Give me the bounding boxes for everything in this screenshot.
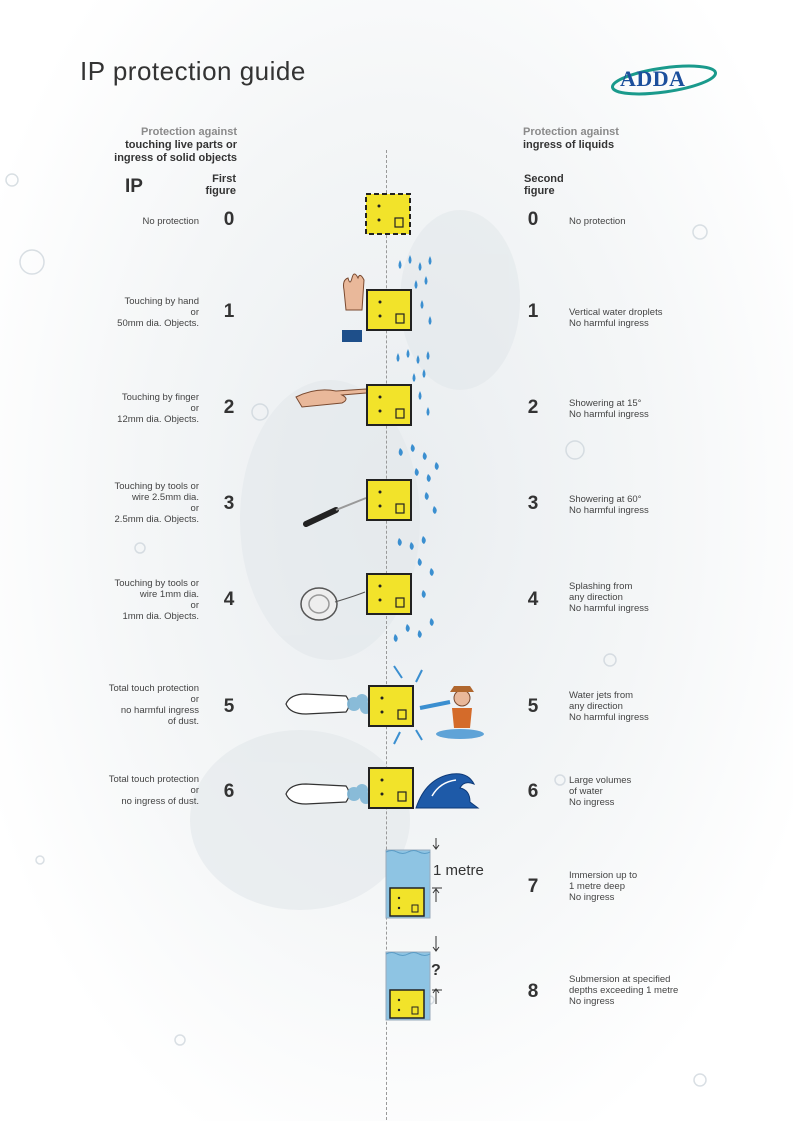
second-desc-1 — [569, 307, 739, 329]
second-num-0: 0 — [527, 209, 539, 230]
desc-line: wire 2.5mm dia. — [131, 492, 199, 503]
adda-logo — [608, 60, 718, 104]
desc-line: No protection — [142, 216, 199, 227]
desc-line: No ingress — [569, 996, 615, 1007]
second-desc-5 — [569, 690, 739, 723]
desc-line: Vertical water droplets — [569, 307, 663, 318]
header-left-line3: ingress of solid objects — [114, 152, 237, 164]
desc-line: 12mm dia. Objects. — [117, 414, 199, 425]
desc-line: No harmful ingress — [569, 409, 649, 420]
desc-line: Touching by tools or — [114, 481, 199, 492]
second-num-2: 2 — [527, 397, 539, 418]
wire-reel-and-splash-icon — [295, 532, 455, 652]
desc-line: or — [190, 503, 199, 514]
screwdriver-and-shower-icon — [300, 440, 450, 540]
header-left-line2: touching live parts or — [125, 139, 237, 151]
desc-line: depths exceeding 1 metre — [569, 985, 679, 996]
first-desc-6 — [29, 774, 199, 807]
desc-line: Large volumes — [569, 775, 632, 786]
first-desc-0 — [29, 216, 199, 227]
second-num-1: 1 — [527, 301, 539, 322]
second-num-7: 7 — [527, 876, 539, 897]
header-left-line1: Protection against — [141, 126, 237, 138]
desc-line: or — [190, 600, 199, 611]
desc-line: or — [190, 785, 199, 796]
second-num-5: 5 — [527, 696, 539, 717]
second-desc-0 — [569, 216, 739, 227]
first-num-3: 3 — [223, 493, 235, 514]
desc-line: Showering at 15° — [569, 398, 642, 409]
first-num-6: 6 — [223, 781, 235, 802]
first-figure-line2: figure — [205, 185, 236, 197]
desc-line: No harmful ingress — [569, 712, 649, 723]
first-desc-4 — [29, 578, 199, 622]
desc-line: no ingress of dust. — [121, 796, 199, 807]
desc-line: or — [190, 307, 199, 318]
second-desc-8 — [569, 974, 739, 1007]
desc-line: 2.5mm dia. Objects. — [114, 514, 199, 525]
desc-line: No ingress — [569, 892, 615, 903]
first-num-4: 4 — [223, 589, 235, 610]
first-desc-2 — [29, 392, 199, 425]
desc-line: Immersion up to — [569, 870, 638, 881]
hand-and-droplets-icon — [330, 250, 450, 350]
desc-line: Total touch protection — [108, 683, 199, 694]
dust-and-water-jet-icon — [282, 660, 492, 750]
second-figure-line1: Second — [524, 173, 564, 185]
second-desc-3 — [569, 494, 739, 516]
desc-line: or — [190, 403, 199, 414]
desc-line: No protection — [569, 216, 626, 227]
second-desc-2 — [569, 398, 739, 420]
enclosure-icon — [360, 192, 420, 238]
second-figure-label — [524, 173, 564, 197]
desc-line: No harmful ingress — [569, 505, 649, 516]
second-num-3: 3 — [527, 493, 539, 514]
desc-line: 50mm dia. Objects. — [117, 318, 199, 329]
first-desc-3 — [29, 481, 199, 525]
first-desc-1 — [29, 296, 199, 329]
desc-line: of water — [569, 786, 603, 797]
desc-line: No ingress — [569, 797, 615, 808]
second-num-8: 8 — [527, 981, 539, 1002]
desc-line: Water jets from — [569, 690, 634, 701]
desc-line: No harmful ingress — [569, 318, 649, 329]
desc-line: Showering at 60° — [569, 494, 642, 505]
desc-line: Touching by hand — [124, 296, 199, 307]
page-title: IP protection guide — [80, 56, 306, 86]
first-figure-label — [205, 173, 236, 197]
second-desc-7 — [569, 870, 739, 903]
desc-line: Total touch protection — [108, 774, 199, 785]
dust-and-wave-icon — [282, 760, 492, 820]
desc-line: wire 1mm dia. — [139, 589, 199, 600]
header-right-line1: Protection against — [523, 126, 619, 138]
second-figure-line2: figure — [524, 185, 555, 197]
second-desc-4 — [569, 581, 739, 614]
first-num-2: 2 — [223, 397, 235, 418]
header-left — [37, 126, 237, 165]
first-num-0: 0 — [223, 209, 235, 230]
first-num-5: 5 — [223, 696, 235, 717]
first-figure-line1: First — [212, 173, 236, 185]
desc-line: or — [190, 694, 199, 705]
immersion-depth-label: 1 metre — [433, 862, 484, 879]
desc-line: any direction — [569, 701, 623, 712]
logo-text: ADDA — [620, 66, 686, 91]
desc-line: any direction — [569, 592, 623, 603]
unknown-depth-label: ? — [431, 962, 441, 979]
ip-label: IP — [125, 176, 143, 197]
desc-line: 1 metre deep — [569, 881, 625, 892]
desc-line: No harmful ingress — [569, 603, 649, 614]
header-right-line2: ingress of liquids — [523, 139, 615, 151]
desc-line: no harmful ingress — [120, 705, 199, 716]
desc-line: 1mm dia. Objects. — [122, 611, 199, 622]
second-num-4: 4 — [527, 589, 539, 610]
desc-line: Touching by finger — [121, 392, 199, 403]
first-desc-5 — [29, 683, 199, 727]
desc-line: Touching by tools or — [114, 578, 199, 589]
header-right — [523, 126, 723, 152]
desc-line: Submersion at specified — [569, 974, 671, 985]
second-desc-6 — [569, 775, 739, 808]
finger-and-shower-icon — [290, 345, 450, 445]
second-num-6: 6 — [527, 781, 539, 802]
first-num-1: 1 — [223, 301, 235, 322]
desc-line: of dust. — [167, 716, 199, 727]
desc-line: Splashing from — [569, 581, 633, 592]
